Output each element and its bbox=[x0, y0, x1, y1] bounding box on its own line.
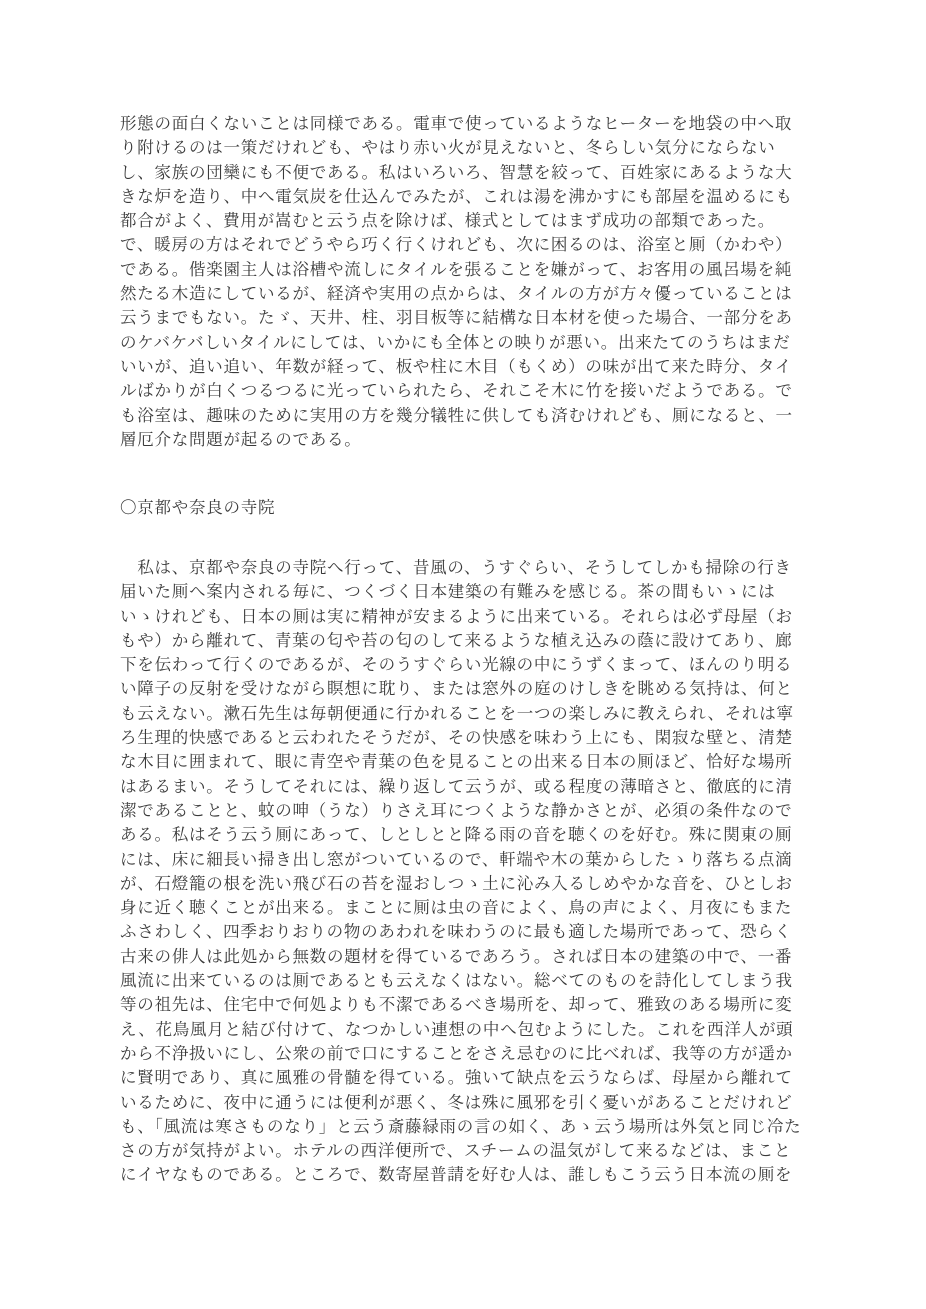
text-line: も浴室は、趣味のために実用の方を幾分犠牲に供しても済むけれども、厠になると、一 bbox=[120, 405, 793, 425]
text-line: 風流に出来ているのは厠であるとも云えなくはない。総べてのものを詩化してしまう我 bbox=[120, 971, 793, 991]
text-line: ルばかりが白くつるつるに光っていられたら、それこそ木に竹を接いだようである。で bbox=[120, 381, 793, 401]
text-line: ろ生理的快感であると云われたそうだが、その快感を味わう上にも、閑寂な壁と、清楚 bbox=[120, 728, 793, 748]
text-line: いゝけれども、日本の厠は実に精神が安まるように出来ている。それらは必ず母屋（お bbox=[120, 606, 793, 626]
text-line: 下を伝わって行くのであるが、そのうすぐらい光線の中にうずくまって、ほんのり明る bbox=[120, 655, 793, 675]
text-line: さの方が気持がよい。ホテルの西洋便所で、スチームの温気がして来るなどは、まこと bbox=[120, 1141, 792, 1161]
text-line: 等の祖先は、住宅中で何処よりも不潔であるべき場所を、却って、雅致のある場所に変 bbox=[120, 995, 793, 1015]
text-line: で、暖房の方はそれでどうやら巧く行くけれども、次に困るのは、浴室と厠（かわや） bbox=[120, 235, 793, 255]
text-line: え、花鳥風月と結び付けて、なつかしい連想の中へ包むようにした。これを西洋人が頭 bbox=[120, 1019, 794, 1039]
text-line: もや）から離れて、青葉の匂や苔の匂のして来るような植え込みの蔭に設けてあり、廊 bbox=[120, 630, 793, 650]
paragraph-kyoto-nara-temples bbox=[120, 556, 816, 1188]
text-line: いいが、追い追い、年数が経って、板や柱に木目（もくめ）の味が出て来た時分、タイ bbox=[120, 356, 793, 376]
text-line: も云えない。漱石先生は毎朝便通に行かれることを一つの楽しみに教えられ、それは寧 bbox=[120, 703, 794, 723]
text-line: きな炉を造り、中へ電気炭を仕込んでみたが、これは湯を沸かすにも部屋を温めるにも bbox=[120, 186, 793, 206]
text-line: 潔であることと、蚊の呻（うな）りさえ耳につくような静かさとが、必須の条件なので bbox=[120, 800, 793, 820]
text-line: な木目に囲まれて、眼に青空や青葉の色を見ることの出来る日本の厠ほど、恰好な場所 bbox=[120, 752, 793, 772]
text-line: ふさわしく、四季おりおりの物のあわれを味わうのに最も適した場所であって、恐らく bbox=[120, 922, 792, 942]
text-line: 都合がよく、費用が嵩むと云う点を除けば、様式としてはまず成功の部類であった。 bbox=[120, 211, 776, 231]
text-line: が、石燈籠の根を洗い飛び石の苔を湿おしつゝ土に沁み入るしめやかな音を、ひとしお bbox=[120, 873, 793, 893]
text-line: に賢明であり、真に風雅の骨髄を得ている。強いて缺点を云うならば、母屋から離れて bbox=[120, 1068, 793, 1088]
text-line: 云うまでもない。たゞ、天井、柱、羽目板等に結構な日本材を使った場合、一部分をあ bbox=[120, 308, 793, 328]
text-line: い障子の反射を受けながら瞑想に耽り、または窓外の庭のけしきを眺める気持は、何と bbox=[120, 679, 793, 699]
text-line: 私は、京都や奈良の寺院へ行って、昔風の、うすぐらい、そうしてしかも掃除の行き bbox=[120, 558, 792, 577]
text-line: のケバケバしいタイルにしては、いかにも全体との映りが悪い。出来たてのうちはまだ bbox=[120, 332, 791, 352]
text-line: 然たる木造にしているが、経済や実用の点からは、タイルの方が方々優っていることは bbox=[120, 284, 793, 304]
text-line: り附けるのは一策だけれども、やはり赤い火が見えないと、冬らしい気分にならない bbox=[120, 138, 776, 158]
text-line: も、「風流は寒さものなり」と云う斎藤緑雨の言の如く、あゝ云う場所は外気と同じ冷た bbox=[120, 1116, 802, 1136]
text-line: 層厄介な問題が起るのである。 bbox=[120, 429, 362, 449]
text-line: には、床に細長い掃き出し窓がついているので、軒端や木の葉からしたゝり落ちる点滴 bbox=[120, 849, 793, 869]
text-line: 古来の俳人は此処から無数の題材を得ているであろう。されば日本の建築の中で、一番 bbox=[120, 946, 793, 966]
text-line: である。偕楽園主人は浴槽や流しにタイルを張ることを嫌がって、お客用の風呂場を純 bbox=[120, 259, 793, 279]
text-line: 届いた厠へ案内される毎に、つくづく日本建築の有難みを感じる。茶の間もいゝには bbox=[120, 582, 776, 602]
text-line: にイヤなものである。ところで、数寄屋普請を好む人は、誰しもこう云う日本流の厠を bbox=[120, 1165, 793, 1185]
text-line: いるために、夜中に通うには便利が悪く、冬は殊に風邪を引く憂いがあることだけれど bbox=[120, 1092, 793, 1112]
text-line: し、家族の団欒にも不便である。私はいろいろ、智慧を絞って、百姓家にあるような大 bbox=[120, 162, 793, 182]
section-heading: 〇京都や奈良の寺院 bbox=[120, 498, 276, 517]
text-line: はあるまい。そうしてそれには、繰り返して云うが、或る程度の薄暗さと、徹底的に清 bbox=[120, 776, 793, 796]
text-line: 形態の面白くないことは同様である。電車で使っているようなヒーターを地袋の中へ取 bbox=[120, 114, 793, 133]
paragraph-heating-bathroom bbox=[120, 112, 816, 452]
text-line: ある。私はそう云う厠にあって、しとしとと降る雨の音を聴くのを好む。殊に関東の厠 bbox=[120, 825, 793, 845]
text-line: から不浄扱いにし、公衆の前で口にすることをさえ忌むのに比べれば、我等の方が遥か bbox=[120, 1043, 793, 1063]
text-line: 身に近く聴くことが出来る。まことに厠は虫の音によく、鳥の声によく、月夜にもまた bbox=[120, 898, 793, 918]
